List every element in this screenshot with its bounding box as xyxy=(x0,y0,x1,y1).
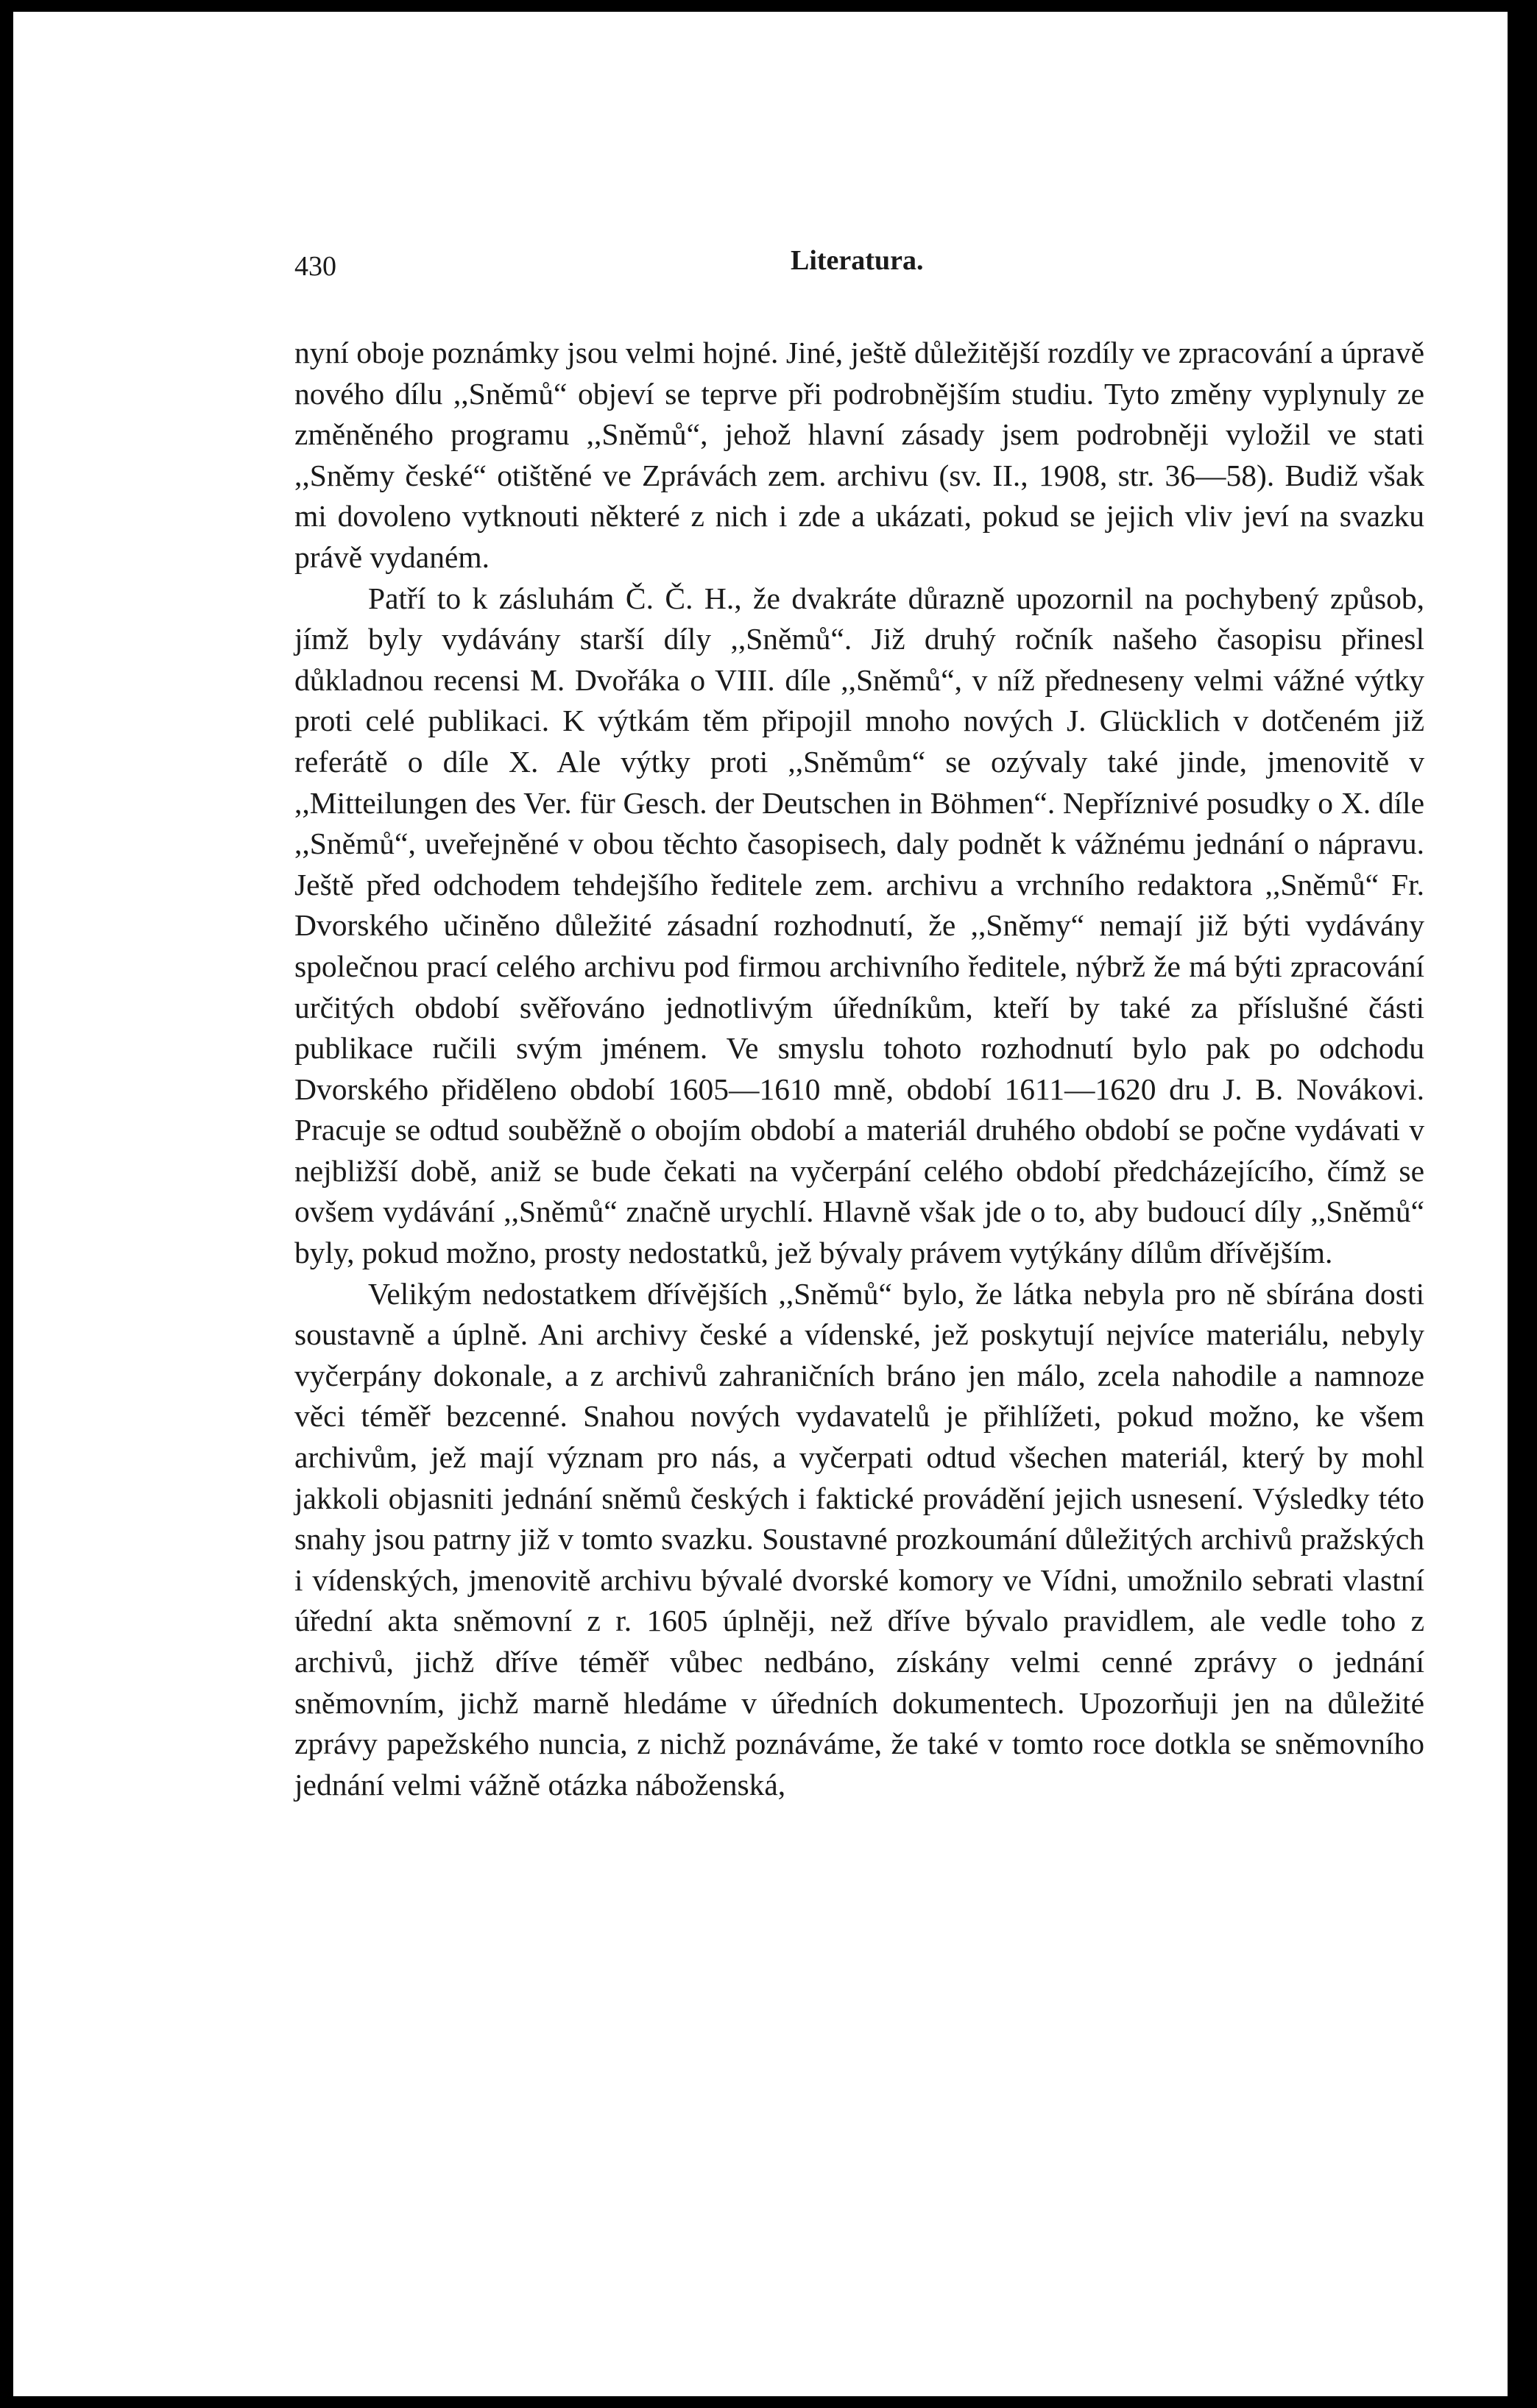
body-text xyxy=(294,333,1424,1805)
running-head xyxy=(294,244,1399,288)
paragraph: Velikým nedostatkem dřívějších ,,Sněmů“ bylo, že látka nebyla pro ně sbírána dosti soustavně a úplně. Ani archivy české a vídenské, jež poskytují nejvíce materiálu, nebyly vyčerpány dokonale, a z archivů zahraničních bráno jen málo, zcela nahodile a namnoze věci téměř bezcenné. Snahou nových vydavatelů je přihlížeti, pokud možno, ke všem archivům, jež mají význam pro nás, a vyčerpati odtud všechen materiál, který by mohl jakkoli objasniti jednání sněmů českých i faktické provádění jejich usnesení. Výsledky této snahy jsou patrny již v tomto svazku. Soustavné prozkoumání důležitých archivů pražských i vídenských, jmenovitě archivu bývalé dvorské komory ve Vídni, umožnilo sebrati vlastní úřední akta sněmovní z r. 1605 úplněji, než dříve bývalo pravidlem, ale vedle toho z archivů, jichž dříve téměř vůbec nedbáno, získány velmi cenné zprávy o jednání sněmovním, jichž marně hledáme v úředních dokumentech. Upozorňuji jen na důležité zprávy papežského nuncia, z nichž poznáváme, že také v tomto roce dotkla se sněmovního jednání velmi vážně otázka náboženská, xyxy=(294,1276,1424,1802)
paragraph: nyní oboje poznámky jsou velmi hojné. Jiné, ještě důležitější rozdíly ve zpracování a úpravě nového dílu ,,Sněmů“ objeví se teprve při podrobnějším studiu. Tyto změny vyplynuly ze změněného programu ,,Sněmů“, jehož hlavní zásady jsem podrobněji vyložil ve stati ,,Sněmy české“ otištěné ve Zprávách zem. archivu (sv. II., 1908, str. 36—58). Budiž však mi dovoleno vytknouti některé z nich i zde a ukázati, pokud se jejich vliv jeví na svazku právě vydaném. xyxy=(294,336,1424,574)
page-number: 430 xyxy=(294,251,336,282)
paragraph: Patří to k zásluhám Č. Č. H., že dvakráte důrazně upozornil na pochybený způsob, jímž byly vydávány starší díly ,,Sněmů“. Již druhý ročník našeho časopisu přinesl důkladnou recensi M. Dvořáka o VIII. díle ,,Sněmů“, v níž předneseny velmi vážné výtky proti celé publikaci. K výtkám těm připojil mnoho nových J. Glücklich v dotčeném již referátě o díle X. Ale výtky proti ,,Sněmům“ se ozývaly také jinde, jmenovitě v ,,Mitteilungen des Ver. für Gesch. der Deutschen in Böhmen“. Nepříznivé posudky o X. díle ,,Sněmů“, uveřejněné v obou těchto časopisech, daly podnět k vážnému jednání o nápravu. Ještě před odchodem tehdejšího ředitele zem. archivu a vrchního redaktora ,,Sněmů“ Fr. Dvorského učiněno důležité zásadní rozhodnutí, že ,,Sněmy“ nemají již býti vydávány společnou prací celého archivu pod firmou archivního ředitele, nýbrž že má býti zpracování určitých období svěřováno jednotlivým úředníkům, kteří by také za příslušné části publikace ručili svým jménem. Ve smyslu tohoto rozhodnutí bylo pak po odchodu Dvorského přiděleno období 1605—1610 mně, období 1611—1620 dru J. B. Novákovi. Pracuje se odtud souběžně o obojím období a materiál druhého období se počne vydávati v nejbližší době, aniž se bude čekati na vyčerpání celého období předcházejícího, čímž se ovšem vydávání ,,Sněmů“ značně urychlí. Hlavně však jde o to, aby budoucí díly ,,Sněmů“ byly, pokud možno, prosty nedostatků, jež bývaly právem vytýkány dílům dřívějším. xyxy=(294,581,1424,1270)
book-page xyxy=(13,12,1508,2396)
running-title: Literatura. xyxy=(791,245,924,276)
